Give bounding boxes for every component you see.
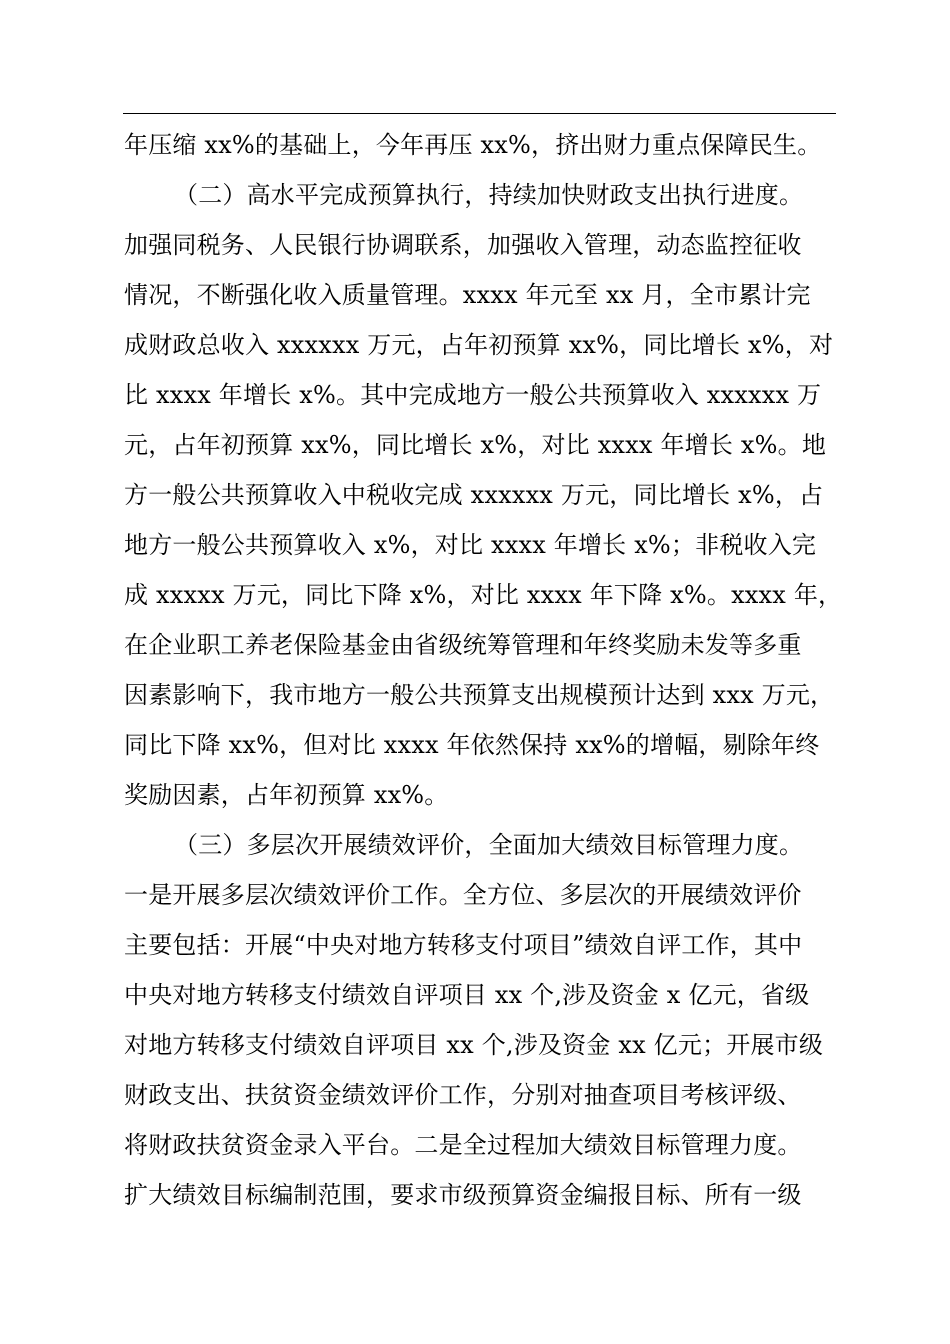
text-line: 一是开展多层次绩效评价工作。全方位、多层次的开展绩效评价	[124, 881, 802, 909]
text-line: 成财政总收入 xxxxxx 万元，占年初预算 xx%，同比增长 x%，对	[124, 331, 834, 359]
section-heading-3: （三）多层次开展绩效评价，全面加大绩效目标管理力度。	[174, 831, 804, 859]
text-line: 情况，不断强化收入质量管理。xxxx 年元至 xx 月，全市累计完	[124, 281, 811, 309]
text-line: 中央对地方转移支付绩效自评项目 xx 个,涉及资金 x 亿元，省级	[124, 981, 810, 1009]
text-line: 同比下降 xx%，但对比 xxxx 年依然保持 xx%的增幅，剔除年终	[124, 731, 820, 759]
body-text	[124, 120, 864, 1220]
text-line: 在企业职工养老保险基金由省级统筹管理和年终奖励未发等多重	[124, 631, 802, 659]
text-line: 对地方转移支付绩效自评项目 xx 个,涉及资金 xx 亿元；开展市级	[124, 1031, 824, 1059]
text-line: 地方一般公共预算收入 x%，对比 xxxx 年增长 x%；非税收入完	[124, 531, 817, 559]
text-line: 元，占年初预算 xx%，同比增长 x%，对比 xxxx 年增长 x%。地	[124, 431, 827, 459]
section-heading-2: （二）高水平完成预算执行，持续加快财政支出执行进度。	[174, 181, 804, 209]
text-line: 将财政扶贫资金录入平台。二是全过程加大绩效目标管理力度。	[124, 1131, 802, 1159]
header-rule	[123, 113, 836, 114]
text-line: 年压缩 xx%的基础上，今年再压 xx%，挤出财力重点保障民生。	[124, 131, 822, 159]
text-line: 加强同税务、人民银行协调联系，加强收入管理，动态监控征收	[124, 231, 802, 259]
text-line: 成 xxxxx 万元，同比下降 x%，对比 xxxx 年下降 x%。xxxx 年，	[124, 581, 843, 609]
text-line: 主要包括：开展“中央对地方转移支付项目”绩效自评工作，其中	[124, 931, 803, 959]
text-line: 财政支出、扶贫资金绩效评价工作，分别对抽查项目考核评级、	[124, 1081, 802, 1109]
text-line: 比 xxxx 年增长 x%。其中完成地方一般公共预算收入 xxxxxx 万	[124, 381, 822, 409]
text-line: 因素影响下，我市地方一般公共预算支出规模预计达到 xxx 万元，	[124, 681, 835, 709]
text-line: 奖励因素，占年初预算 xx%。	[124, 781, 449, 809]
text-line: 方一般公共预算收入中税收完成 xxxxxx 万元，同比增长 x%，占	[124, 481, 824, 509]
text-line: 扩大绩效目标编制范围，要求市级预算资金编报目标、所有一级	[124, 1181, 802, 1209]
